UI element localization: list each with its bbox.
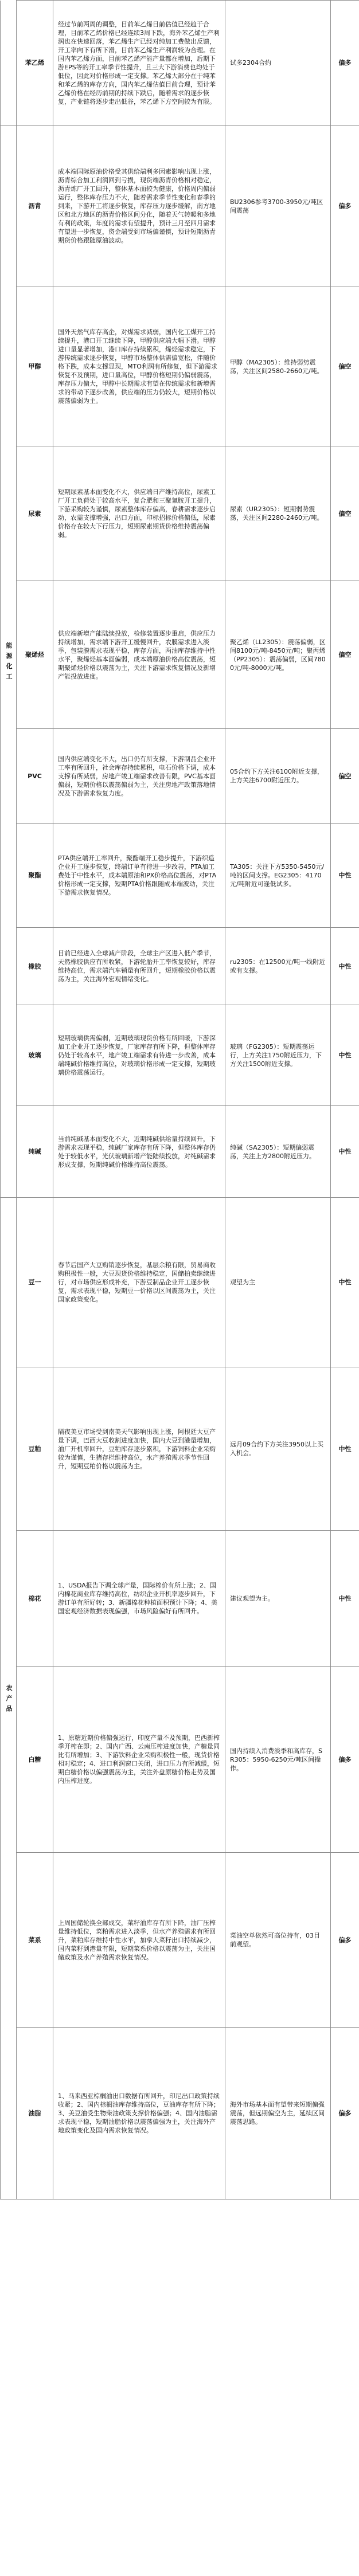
market-view: 偏多 — [331, 1667, 359, 1853]
trading-advice: 菜油空单依然可高位持有，03目前观望。 — [225, 1853, 331, 2028]
market-analysis: 经过节前两周的调整，目前苯乙烯目前估值已经趋于合理，目前苯乙烯价格已经连续3周下跌，海外苯乙烯生产利润也在快速回落，苯乙烯生产已经对纯加工费做出反馈，开工率向下有所下滑，目前苯乙烯生产利润较为合理。在国内苯乙烯方面，目前苯乙烯产能产量都在增加，后期下游EPS等的开工率季节性提升，且三大下游消费也均处于低位，因此对价格形成一定支撑。苯乙烯大部分在于纯苯和苯乙烯的库存方向，国内苯乙烯估值目前合理，预计苯乙烯价格在经历前期的持续下跌后，随着需求的逐步恢复，产业链将逐步走出低谷，苯乙烯下方空间较为有限。 — [53, 1, 225, 126]
trading-advice: 建议观望为主。 — [225, 1531, 331, 1667]
market-analysis: 国内供应端变化不大，出口仍有所支撑，下游制品企业开工率有所回升，社会库存持续累积，电石价格下调，成本支撑有所减弱，房地产竣工端需求改善有限，PVC基本面偏弱，短期价格以震荡偏弱为主，关注房地产政策落地情况及下游需求恢复力度。 — [53, 729, 225, 824]
market-analysis: 春节后国产大豆购销逐步恢复，基层余粮有限，贸易商收购积极性一般，大豆现货价格维持稳定，国储拍卖继续进行，对市场供应形成补充，下游豆制品企业开工逐步恢复，需求表现平稳，短期豆一价格以区间震荡为主，关注国家政策变化。 — [53, 1198, 225, 1367]
product-name: 玻璃 — [17, 1005, 53, 1106]
sector-cell-agricultural: 农产品 — [1, 1198, 17, 2199]
market-analysis: 国外天然气库存高企，对煤需求减弱，国内化工煤开工持续提升，港口开工继续下降，甲醇供应端大幅下滑。甲醇进口量显著增加，港口库存持续累积，烯烃需求稳定，下游传统需求逐步恢复，甲醇市场整体供需偏宽松，伴随价格下跌，成本支撑显现，MTO利润有所修复，但下游需求恢复不及预期，进口量高位，甲醇价格短期仍偏弱震荡，库存压力偏大，甲醇中长期需求有望在传统需求和新增需求的带动下逐步改善，供应端的压力仍较大，短期价格以震荡偏弱为主。 — [53, 287, 225, 446]
table-row — [1, 581, 359, 729]
trading-advice: 05合约下方关注6100附近支撑，上方关注6700附近压力。 — [225, 729, 331, 824]
product-name: PVC — [17, 729, 53, 824]
product-name: 聚烯烃 — [17, 581, 53, 729]
market-view: 偏多 — [331, 2028, 359, 2199]
market-analysis: 目前已经进入全球减产阶段，全球主产区进入低产季节，天然橡胶供应有所收紧，下游轮胎开工率恢复较好，库存维持高位，需求端汽车销量有所回升，短期橡胶价格以震荡为主，关注海外宏观情绪变化。 — [53, 928, 225, 1005]
market-view: 偏空 — [331, 729, 359, 824]
trading-advice: 远月09合约下方关注3950以上买入机会。 — [225, 1367, 331, 1531]
product-name: 沥青 — [17, 126, 53, 287]
market-analysis: PTA供应端开工率回升，聚酯端开工稳步提升，下游织造企业开工逐步恢复，终端订单有待进一步改善，PTA加工费处于中性水平，成本端原油和PX价格高位震荡，对PTA价格形成一定支撑，短期PTA价格跟随成本端波动，关注下游需求恢复情况。 — [53, 824, 225, 928]
table-row — [1, 1198, 359, 1367]
market-analysis: 1、马来西亚棕榈油出口数据有所回升，印尼出口政策持续收紧；2、国内棕榈油库存维持高位，豆油库存有所下降；3、美豆油受生物柴油政策支撑价格偏强；4、国内油脂需求表现平稳，短期油脂价格以震荡偏强为主，关注海外产地政策变化及国内需求恢复情况。 — [53, 2028, 225, 2199]
market-analysis: 1、USDA报告下调全球产量，国际棉价有所上涨；2、国内棉花商业库存维持高位，纺织企业开机率逐步回升，下游订单有所好转；3、新疆棉花种植面积预计下降；4、美国宏观经济数据表现偏强，市场风险偏好有所回升。 — [53, 1531, 225, 1667]
market-view: 偏多 — [331, 1, 359, 126]
table-row — [1, 287, 359, 446]
trading-advice: 观望为主 — [225, 1198, 331, 1367]
trading-advice: 尿素（UR2305）：短期弱势震荡，关注区间2280-2460元/吨。 — [225, 446, 331, 581]
product-name: 甲醇 — [17, 287, 53, 446]
table-row — [1, 446, 359, 581]
table-row — [1, 2028, 359, 2199]
product-name: 聚酯 — [17, 824, 53, 928]
market-analysis: 短期玻璃供需偏弱，近期玻璃现货价格有所回暖，下游深加工企业开工逐步恢复，厂家库存有所下降，但整体库存仍处于较高水平，地产竣工端需求有待进一步改善，成本端纯碱价格维持高位，对玻璃价格形成一定支撑，短期玻璃价格震荡运行。 — [53, 1005, 225, 1106]
product-name: 白糖 — [17, 1667, 53, 1853]
trading-advice: 甲醇（MA2305）：维持弱势震荡，关注区间2580-2660元/吨。 — [225, 287, 331, 446]
sector-cell-empty — [1, 1, 17, 126]
product-name: 豆粕 — [17, 1367, 53, 1531]
table-row — [1, 1853, 359, 2028]
market-view: 偏空 — [331, 287, 359, 446]
market-analysis: 当前纯碱基本面变化不大，近期纯碱供给量持续回升，下游需求表现平稳，纯碱厂家库存有所下降，但整体库存仍处于较低水平，光伏玻璃新增产能陆续投放，对纯碱需求形成支撑，短期纯碱价格维持高位震荡。 — [53, 1106, 225, 1198]
market-view: 中性 — [331, 928, 359, 1005]
market-view: 偏多 — [331, 126, 359, 287]
table-row — [1, 1667, 359, 1853]
market-analysis: 供应端新增产能陆续投放，检修装置逐步重启，供应压力持续增加，需求端下游开工缓慢回升，农膜需求进入淡季，包装膜需求表现平稳，库存方面，两油库存维持中性水平，聚烯烃基本面偏弱，成本端原油价格高位震荡，短期聚烯烃价格以震荡为主，关注下游需求恢复情况及新增产能投放进度。 — [53, 581, 225, 729]
table-row — [1, 928, 359, 1005]
market-view: 中性 — [331, 1106, 359, 1198]
table-row — [1, 729, 359, 824]
trading-advice: 海外市场基本面有望带来短期偏强震荡，但远期偏空为主，延续区间震荡思路。 — [225, 2028, 331, 2199]
table-row — [1, 1106, 359, 1198]
market-view: 中性 — [331, 1531, 359, 1667]
sector-cell-energy-chemical: 能源化工 — [1, 126, 17, 1198]
trading-advice: BU2306参考3700-3950元/吨区间震荡 — [225, 126, 331, 287]
trading-advice: 纯碱（SA2305）：短期偏弱震荡，关注上方2800附近压力。 — [225, 1106, 331, 1198]
table-row — [1, 126, 359, 287]
trading-advice: 国内持续入消费淡季和高库存，SR305：5950-6250元/吨区间操作。 — [225, 1667, 331, 1853]
trading-advice: TA305：关注下方5350-5450元/吨的区间支撑。EG2305：4170元/吨附近可逢低试多。 — [225, 824, 331, 928]
product-name: 纯碱 — [17, 1106, 53, 1198]
product-name: 橡胶 — [17, 928, 53, 1005]
market-view: 偏空 — [331, 446, 359, 581]
product-name: 豆一 — [17, 1198, 53, 1367]
market-view: 偏空 — [331, 581, 359, 729]
market-analysis: 上周国储轮换全部成交，菜籽油库存有所下降，油厂压榨量维持低位，菜粕需求进入淡季，但水产养殖需求有所回升，菜粕库存维持中性水平，加拿大菜籽出口持续减少，国内菜籽到港量有限，短期菜系价格以震荡为主，关注国储政策及水产养殖需求恢复情况。 — [53, 1853, 225, 2028]
market-view: 偏多 — [331, 1853, 359, 2028]
table-row — [1, 824, 359, 928]
market-analysis: 隔夜美豆市场受到南美天气影响出现上涨，阿根廷大豆产量下调，巴西大豆收割进度加快，国内大豆到港量增加，油厂开机率回升，豆粕库存逐步累积，下游饲料企业采购较为谨慎，生猪存栏维持高位，水产养殖需求季节性回升，短期豆粕价格以震荡为主。 — [53, 1367, 225, 1531]
market-analysis: 短期尿素基本面变化不大，供应端日产维持高位，尿素工厂开工负荷处于较高水平，复合肥和三聚氰胺开工提升，下游采购较为谨慎，尿素整体库存偏高，春耕需求逐步启动，农需支撑增强，出口方面，印标招标价格偏低，尿素价格存在较大下行压力，短期尿素期货价格维持震荡偏弱。 — [53, 446, 225, 581]
product-name: 菜系 — [17, 1853, 53, 2028]
product-name: 油脂 — [17, 2028, 53, 2199]
table-row — [1, 1005, 359, 1106]
table-row — [1, 1, 359, 126]
market-analysis: 成本端国际原油价格受其供给端利多因素影响出现上涨，沥青综合加工利润回到亏损，现货端沥青价格相对稳定，沥青炼厂开工回升，整体基本面较为健康，价格周内偏弱运行，整体库存压力不大，随着需求季节性变化和春季的到来，下游开工将逐步恢复，库存压力逐步缓解，南方地区和北方地区的沥青价格区间分化，随着天气转暖和多地有利的政策，年度的需求有望提升，预计三月至四月需求有望进一步恢复，资金端受到市场偏谨慎，预计短期沥青期货价格跟随原油波动。 — [53, 126, 225, 287]
trading-advice: 玻璃（FG2305）：短期震荡运行，上方关注1750附近压力，下方关注1500附近支撑。 — [225, 1005, 331, 1106]
trading-advice: ru2305：在12500元/吨一线附近或有支撑。 — [225, 928, 331, 1005]
market-view: 中性 — [331, 1005, 359, 1106]
table-row — [1, 1367, 359, 1531]
market-analysis: 1、原糖近期价格偏强运行，印度产量不及预期，巴西新榨季开榨在即；2、国内广西、云南压榨进度加快，产糖量同比有所增加；3、下游饮料企业采购积极性一般，现货价格相对稳定；4、进口利润窗口关闭，进口压力有所减缓，短期白糖价格以偏强震荡为主，关注外盘原糖价格走势及国内压榨进度。 — [53, 1667, 225, 1853]
market-view: 中性 — [331, 1198, 359, 1367]
market-view: 中性 — [331, 824, 359, 928]
trading-advice: 聚乙烯（LL2305）：震荡偏弱，区间8100元/吨-8450元/吨；聚丙烯（PP2305）：震荡偏弱，区间7800元/吨-8000元/吨。 — [225, 581, 331, 729]
trading-advice: 试多2304合约 — [225, 1, 331, 126]
table-row — [1, 1531, 359, 1667]
product-name: 苯乙烯 — [17, 1, 53, 126]
market-view: 中性 — [331, 1367, 359, 1531]
product-name: 棉花 — [17, 1531, 53, 1667]
product-name: 尿素 — [17, 446, 53, 581]
